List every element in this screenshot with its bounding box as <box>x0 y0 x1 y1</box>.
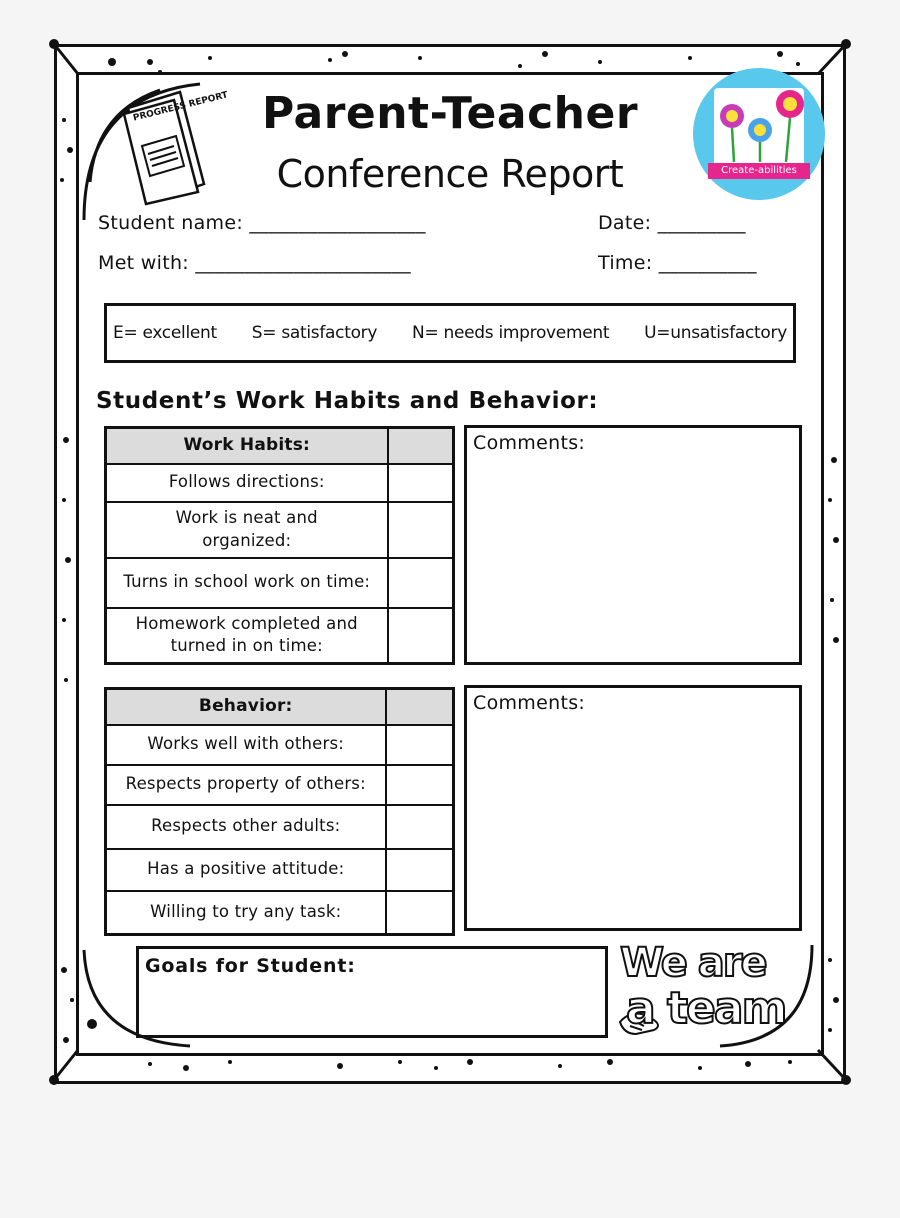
table-row-label: Work is neat and organized: <box>106 502 388 558</box>
rating-cell[interactable] <box>386 805 454 849</box>
behavior-rating-header <box>386 689 454 725</box>
behavior-comments-box[interactable] <box>464 685 802 931</box>
work-habits-table <box>104 426 455 665</box>
behavior-header: Behavior: <box>106 689 386 725</box>
rating-cell[interactable] <box>388 502 454 558</box>
rating-cell[interactable] <box>388 608 454 664</box>
legend-unsatisfactory: U=unsatisfactory <box>644 323 787 343</box>
legend-excellent: E= excellent <box>113 323 217 343</box>
work-habits-header: Work Habits: <box>106 428 388 464</box>
legend-needs-improvement: N= needs improvement <box>412 323 610 343</box>
date-field[interactable]: Date: _________ <box>598 212 746 234</box>
work-habits-rating-header <box>388 428 454 464</box>
time-field[interactable]: Time: __________ <box>598 252 757 274</box>
team-art-line2: a team <box>626 983 786 1034</box>
rating-legend <box>104 303 796 363</box>
student-name-field[interactable]: Student name: __________________ <box>98 212 426 234</box>
legend-satisfactory: S= satisfactory <box>251 323 378 343</box>
rating-cell[interactable] <box>386 849 454 891</box>
page-subtitle: Conference Report <box>276 152 624 196</box>
team-art-line1: We are <box>620 940 766 986</box>
comments-label: Comments: <box>473 692 586 714</box>
met-with-field[interactable]: Met with: ______________________ <box>98 252 411 274</box>
table-row-label: Homework completed and turned in on time: <box>106 608 388 664</box>
comments-label: Comments: <box>473 432 586 454</box>
table-row-label: Works well with others: <box>106 725 386 765</box>
rating-cell[interactable] <box>386 725 454 765</box>
table-row-label: Willing to try any task: <box>106 891 386 935</box>
table-row-label: Has a positive attitude: <box>106 849 386 891</box>
table-row-label: Follows directions: <box>106 464 388 502</box>
rating-cell[interactable] <box>386 765 454 805</box>
report-icon-label: PROGRESS REPORT <box>132 90 230 124</box>
section-heading: Student’s Work Habits and Behavior: <box>96 388 599 414</box>
goals-box[interactable] <box>136 946 608 1038</box>
page-title: Parent-Teacher <box>261 88 639 139</box>
table-row-label: Respects property of others: <box>106 765 386 805</box>
goals-label: Goals for Student: <box>145 955 356 977</box>
table-row-label: Respects other adults: <box>106 805 386 849</box>
flower-logo-icon <box>690 66 828 202</box>
rating-cell[interactable] <box>388 558 454 608</box>
rating-cell[interactable] <box>388 464 454 502</box>
logo-label: Create-abilities <box>708 163 810 179</box>
table-row-label: Turns in school work on time: <box>106 558 388 608</box>
work-habits-comments-box[interactable] <box>464 425 802 665</box>
behavior-table <box>104 687 455 936</box>
rating-cell[interactable] <box>386 891 454 935</box>
